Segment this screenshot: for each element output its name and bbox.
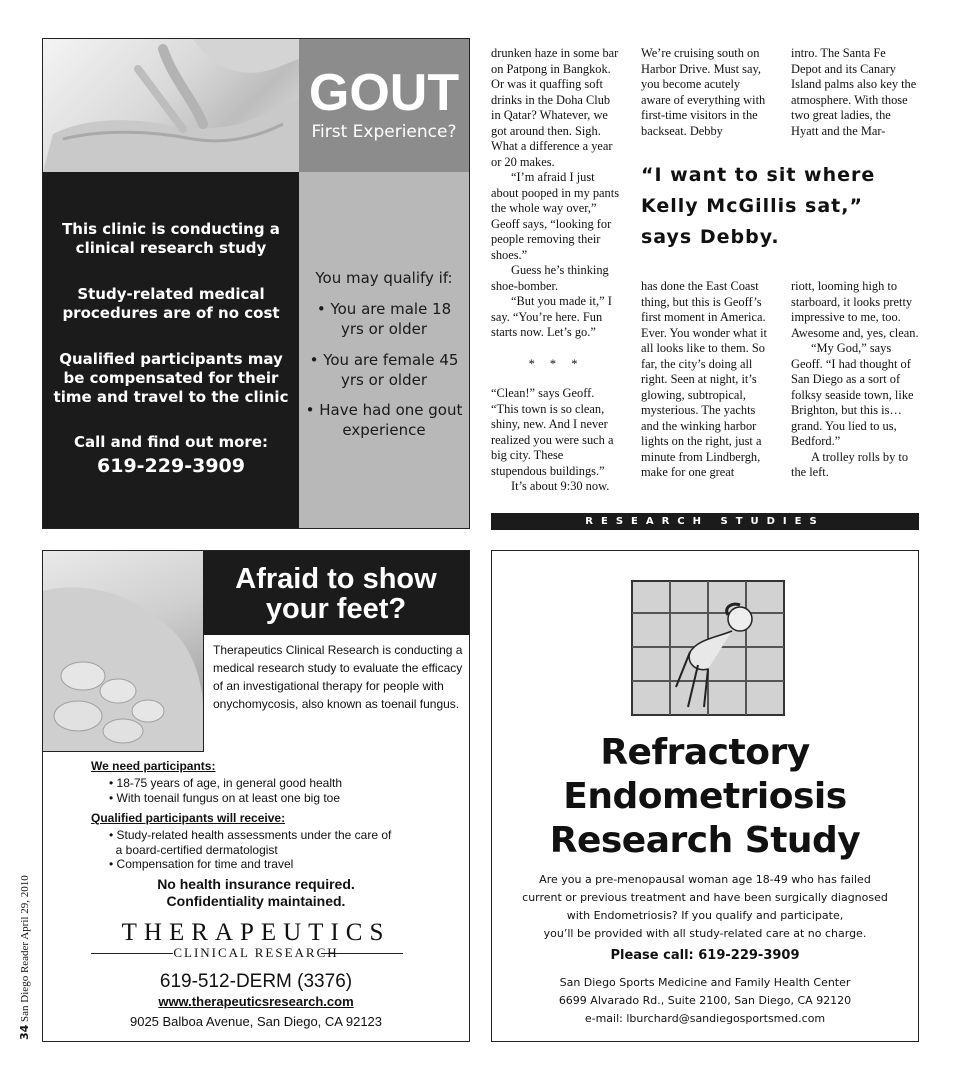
article-paragraph: intro. The Santa Fe Depot and its Canary Island palms also key the atmosphere. With those two great ladies, the Hyatt and the Mar- [791,46,917,138]
article-column-3-top [791,46,919,139]
feet-headline-box [203,551,469,635]
pull-quote: “I want to sit where Kelly McGillis sat,” says Debby. [641,164,876,248]
article-column-3-bottom [791,279,919,481]
endo-body-line: with Endometriosis? If you qualify and participate, [566,909,844,922]
endo-title-line: Refractory [600,732,810,773]
list-item: • 18-75 years of age, in general good health [109,776,343,790]
feet-description: Therapeutics Clinical Research is conducting a medical research study to evaluate the efficacy of an investigational therapy for people with onychomycosis, also known as toenail fungus. [213,643,463,711]
endo-email[interactable]: e-mail: lburchard@sandiegosportsmed.com [584,1012,826,1025]
article-paragraph: “My God,” says Geoff. “I had thought of San Diego as a sort of folksy seaside town, like Brighton, but this is…grand. You lied to us, Bedford.” [791,341,914,448]
divider [203,635,204,751]
page-number: 34 [18,1024,31,1040]
hand-foot-photo [43,39,299,172]
endo-title-line: Research Study [549,820,861,861]
article-paragraph: riott, looming high to starboard, it looks pretty impressive to me, too. Awesome and, yes, clean. [791,279,919,340]
woman-illustration [628,577,788,719]
gout-ad [42,38,470,529]
gout-title: GOUT [308,64,460,122]
publication-line: San Diego Reader April 29, 2010 [19,875,31,1022]
endometriosis-ad [491,550,919,1042]
list-item: a board-certified dermatologist [109,843,278,857]
therapeutics-logo: THERAPEUTICS [121,919,391,946]
article-column-1 [491,46,621,495]
endo-body-line: current or previous treatment and have been surgically diagnosed [522,891,888,904]
endo-org: San Diego Sports Medicine and Family Health Center [559,976,851,989]
notice-insurance: No health insurance required. [157,876,355,892]
feet-photo [43,551,203,751]
gout-subtitle: First Experience? [311,122,457,142]
section-banner: RESEARCH STUDIES [491,513,919,530]
article-paragraph: drunken haze in some bar on Patpong in Bangkok. Or was it quaffing soft drinks in the Doha Club in Qatar? Whatever, we got around then. Sigh. What a difference a year or 20 makes. [491,46,619,169]
feet-address: 9025 Balboa Avenue, San Diego, CA 92123 [129,1014,383,1029]
toenail-fungus-ad [42,550,470,1042]
divider [43,751,204,752]
article-paragraph: “But you made it,” I say. “You’re here. Fun starts now. Let’s go.” [491,294,612,339]
gout-line-4: Call and find out more: [73,433,269,451]
article-paragraph: “Clean!” says Geoff. “This town is so clean, shiny, new. And I never realized you were such a big city. These stupendous buildings.” [491,386,614,478]
gout-qualify-panel [299,172,469,528]
notice-confidentiality: Confidentiality maintained. [166,893,346,909]
feet-phone[interactable]: 619-512-DERM (3376) [159,971,353,992]
gout-title-box [299,39,469,172]
list-item: • Study-related health assessments under the care of [109,828,392,842]
gout-line-1: This clinic is conducting a clinical research study [62,220,280,257]
gout-qualify-item: • You are female 45 yrs or older [309,351,459,389]
feet-headline: Afraid to show your feet? [235,563,437,625]
article-paragraph: “I’m afraid I just about pooped in my pants the whole way over,” Geoff says, “looking for people removing their shoes.” [491,170,620,262]
feet-website-link[interactable]: www.therapeuticsresearch.com [158,994,354,1009]
gout-phone[interactable]: 619-229-3909 [97,455,245,477]
endo-title-line: Endometriosis [563,776,847,817]
gout-info-panel [43,172,299,528]
receive-heading: Qualified participants will receive: [91,811,286,825]
gout-line-2: Study-related medical procedures are of no cost [62,285,280,322]
article-paragraph: A trolley rolls by to the left. [791,449,909,479]
gout-qualify-heading: You may qualify if: [315,269,453,287]
gout-qualify-item: • You are male 18 yrs or older [316,300,452,338]
article-paragraph: We’re cruising south on Harbor Drive. Must say, you become acutely aware of everything with first-time visitors in the backseat. Debby [641,46,766,138]
gout-line-3: Qualified participants may be compensated for their time and travel to the clinic [53,350,289,406]
endo-body-line: you’ll be provided with all study-related care at no charge. [543,927,867,940]
section-separator: * * * [528,356,584,371]
article-paragraph: It’s about 9:30 now. [511,479,610,493]
article-paragraph: has done the East Coast thing, but this is Geoff’s first moment in America. Ever. You wonder what it all looks like to them. So far, the city’s doing all right. Seen at night, it’s glowing, subtropical, mysterious. The yachts and the winking harbor lights on the right, just a minute from Lindbergh, make for one great [641,279,767,479]
page-footer [18,875,31,1040]
list-item: • With toenail fungus on at least one big toe [109,791,341,805]
need-heading: We need participants: [91,759,216,773]
list-item: • Compensation for time and travel [109,857,294,871]
gout-qualify-item: • Have had one gout experience [305,401,463,439]
article-column-2-top [641,46,769,139]
endo-address: 6699 Alvarado Rd., Suite 2100, San Diego, CA 92120 [558,994,852,1007]
article-paragraph: Guess he’s thinking shoe-bomber. [491,263,609,293]
therapeutics-logo-sub: CLINICAL RESEARCH [173,945,339,960]
endo-call[interactable]: Please call: 619-229-3909 [610,948,800,963]
endo-body-line: Are you a pre-menopausal woman age 18-49 who has failed [539,873,871,886]
article-column-2-bottom [641,279,771,481]
